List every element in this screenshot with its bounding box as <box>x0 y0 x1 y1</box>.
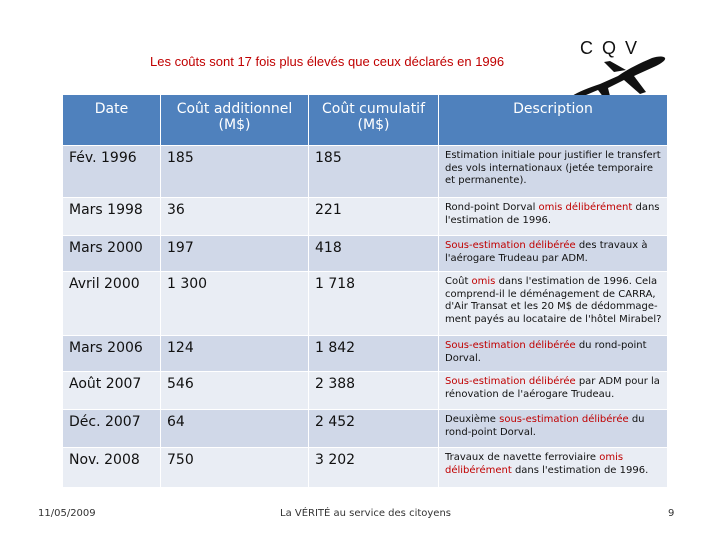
description-highlight: omis délibérément <box>538 202 633 213</box>
description-highlight: Sous-estimation délibérée <box>445 240 576 251</box>
table-row <box>63 447 668 487</box>
cell-cumulative-cost: 418 <box>309 235 439 271</box>
description-highlight: sous-estimation délibérée <box>499 414 629 425</box>
header-description: Description <box>439 95 668 145</box>
description-text: Estimation initiale pour justifier le transfert des vols internationaux (jetée temporaire et permanente). <box>445 150 661 186</box>
cell-cumulative-cost: 3 202 <box>309 447 439 487</box>
description-highlight: omis délibérément <box>445 452 624 476</box>
cell-description <box>439 371 668 409</box>
cell-description <box>439 271 668 335</box>
cell-date: Avril 2000 <box>63 271 161 335</box>
cell-added-cost: 1 300 <box>161 271 309 335</box>
cell-date: Déc. 2007 <box>63 409 161 447</box>
cell-cumulative-cost: 1 842 <box>309 335 439 371</box>
table-row <box>63 409 668 447</box>
description-text: par ADM pour la rénovation de l'aérogare Trudeau. <box>445 376 660 400</box>
cell-added-cost: 750 <box>161 447 309 487</box>
cell-cumulative-cost: 1 718 <box>309 271 439 335</box>
cell-added-cost: 185 <box>161 145 309 197</box>
description-text: du rond-point Dorval. <box>445 340 647 364</box>
description-text: dans l'estimation de 1996. <box>445 202 660 226</box>
description-text: Travaux de navette ferroviaire <box>445 452 600 463</box>
cell-description <box>439 447 668 487</box>
description-text: Deuxième <box>445 414 500 425</box>
logo-text: CQV <box>580 38 647 58</box>
footer-date: 11/05/2009 <box>38 508 96 519</box>
cell-description <box>439 235 668 271</box>
description-text: des travaux à l'aérogare Trudeau par ADM. <box>445 240 648 264</box>
description-text: Rond-point Dorval <box>445 202 539 213</box>
cell-date: Fév. 1996 <box>63 145 161 197</box>
cell-description <box>439 335 668 371</box>
cell-cumulative-cost: 2 388 <box>309 371 439 409</box>
cell-date: Mars 1998 <box>63 197 161 235</box>
description-text: dans l'estimation de 1996. <box>511 464 649 476</box>
cell-description <box>439 409 668 447</box>
table-header-row <box>63 95 668 145</box>
description-text: dans l'estimation de 1996. Cela comprend-il le déménagement de CARRA, d'Air Transat et les 20 M$ de dédommage-ment payés au locataire de l'hôtel Mirabel? <box>445 276 662 325</box>
cell-date: Nov. 2008 <box>63 447 161 487</box>
header-date: Date <box>63 95 161 145</box>
cell-date: Mars 2006 <box>63 335 161 371</box>
cost-table <box>63 95 668 487</box>
description-text: Coût <box>445 276 472 287</box>
description-text: du rond-point Dorval. <box>445 414 645 438</box>
cell-added-cost: 64 <box>161 409 309 447</box>
table-row <box>63 271 668 335</box>
cell-added-cost: 546 <box>161 371 309 409</box>
cell-date: Mars 2000 <box>63 235 161 271</box>
slide-title: Les coûts sont 17 fois plus élevés que ceux déclarés en 1996 <box>150 54 505 69</box>
cell-description <box>439 145 668 197</box>
page-number: 9 <box>668 508 675 519</box>
cell-cumulative-cost: 185 <box>309 145 439 197</box>
cell-added-cost: 197 <box>161 235 309 271</box>
cell-added-cost: 124 <box>161 335 309 371</box>
table-row <box>63 371 668 409</box>
description-highlight: Sous-estimation délibérée <box>445 376 576 387</box>
header-added-cost: Coût additionnel (M$) <box>161 95 309 145</box>
table-row <box>63 197 668 235</box>
cell-cumulative-cost: 2 452 <box>309 409 439 447</box>
cqv-logo <box>568 38 668 100</box>
cell-date: Août 2007 <box>63 371 161 409</box>
description-highlight: omis <box>471 276 496 287</box>
table-row <box>63 335 668 371</box>
cell-description <box>439 197 668 235</box>
header-cumulative-cost: Coût cumulatif (M$) <box>309 95 439 145</box>
table-row <box>63 145 668 197</box>
cell-cumulative-cost: 221 <box>309 197 439 235</box>
footer-tagline: La VÉRITÉ au service des citoyens <box>280 508 452 519</box>
description-highlight: Sous-estimation délibérée <box>445 340 576 351</box>
table-row <box>63 235 668 271</box>
cell-added-cost: 36 <box>161 197 309 235</box>
